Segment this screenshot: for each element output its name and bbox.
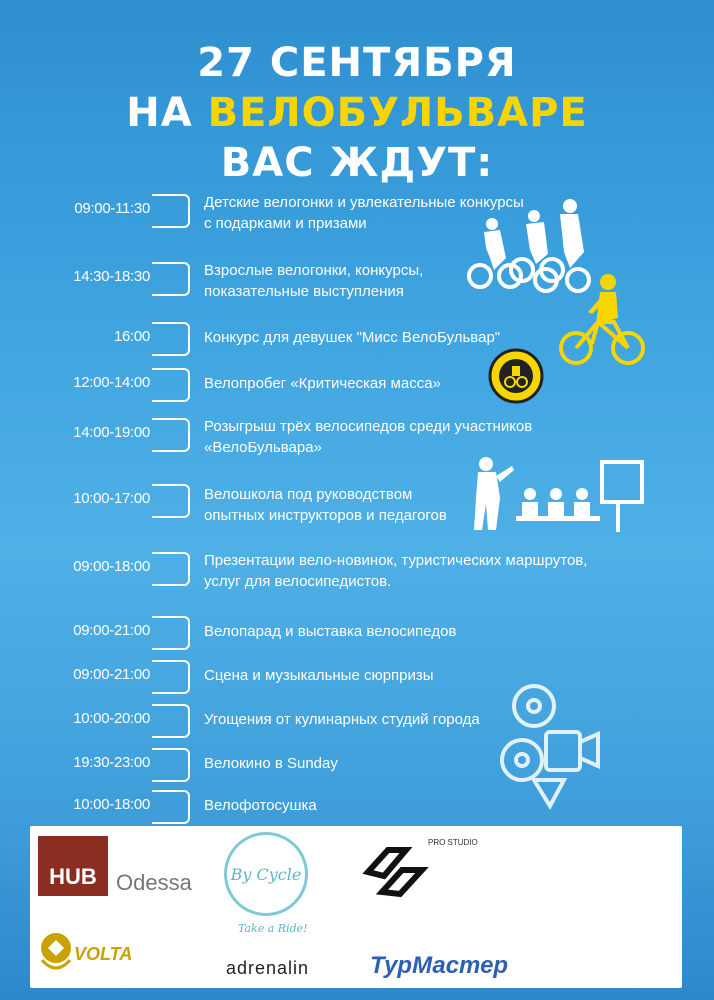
poster-subtitle: ВАС ЖДУТ: — [220, 140, 494, 186]
adrenalin-logo: adrenalin — [226, 958, 310, 978]
time-bracket — [152, 484, 190, 518]
schedule-description: Конкурс для девушек "Мисс ВелоБульвар" — [204, 329, 501, 346]
schedule-description: Велошкола под руководством опытных инструкторов и педагогов — [204, 486, 447, 524]
schedule-description: Взрослые велогонки, конкурсы, показательные выступления — [204, 262, 424, 300]
time-bracket — [152, 552, 190, 586]
bycycle-label: By Cycle — [230, 864, 302, 884]
hub-label: HUB — [49, 864, 97, 889]
schedule-time: 14:30-18:30 — [73, 268, 150, 285]
schedule-time: 09:00-11:30 — [74, 200, 150, 217]
schedule-time: 10:00-18:00 — [73, 796, 150, 813]
time-bracket — [152, 790, 190, 824]
hub-odessa-logo — [38, 836, 108, 896]
girl-on-bike-illustration — [558, 272, 648, 368]
schedule-description: Велокино в Sunday — [204, 755, 338, 772]
time-bracket — [152, 194, 190, 228]
prostudio-label: PRO STUDIO — [428, 838, 478, 847]
schedule-description: Велопробег «Критическая масса» — [204, 375, 441, 392]
lecture-illustration — [466, 454, 646, 534]
time-bracket — [152, 616, 190, 650]
poster-location-title — [0, 90, 714, 136]
time-bracket — [152, 704, 190, 738]
sponsors-strip — [30, 826, 682, 988]
schedule-time: 10:00-17:00 — [73, 490, 150, 507]
schedule-time: 09:00-18:00 — [73, 558, 150, 575]
film-projector-illustration — [494, 680, 604, 810]
odessa-label: Odessa — [116, 870, 192, 895]
location-prefix: НА — [126, 90, 208, 136]
volta-laurel-icon — [38, 926, 74, 976]
schedule-description: Велопарад и выставка велосипедов — [204, 623, 457, 640]
schedule-time: 09:00-21:00 — [73, 666, 150, 683]
schedule-description: Розыгрыш трёх велосипедов среди участников «ВелоБульвара» — [204, 418, 533, 456]
schedule-time: 14:00-19:00 — [73, 424, 150, 441]
time-bracket — [152, 660, 190, 694]
time-bracket — [152, 368, 190, 402]
time-bracket — [152, 748, 190, 782]
schedule-time: 16:00 — [113, 328, 150, 345]
turmaster-logo: ТурМастер — [370, 952, 509, 979]
prostudio-logo-icon — [360, 842, 430, 900]
volta-label: VOLTA — [74, 944, 133, 964]
schedule-description: Угощения от кулинарных студий города — [204, 711, 480, 728]
bycycle-tagline: Take a Ride! — [238, 922, 308, 935]
schedule-time: 19:30-23:00 — [73, 754, 150, 771]
time-bracket — [152, 262, 190, 296]
time-bracket — [152, 322, 190, 356]
schedule-description: Презентации вело-новинок, туристических маршрутов, услуг для велосипедистов. — [204, 552, 588, 590]
location-accent: ВЕЛОБУЛЬВАРЕ — [207, 90, 588, 136]
schedule-time: 09:00-21:00 — [73, 622, 150, 639]
schedule-description: Детские велогонки и увлекательные конкурсы с подарками и призами — [204, 194, 524, 232]
schedule-time: 10:00-20:00 — [73, 710, 150, 727]
schedule-time: 12:00-14:00 — [73, 374, 150, 391]
time-bracket — [152, 418, 190, 452]
schedule-description: Сцена и музыкальные сюрпризы — [204, 667, 434, 684]
poster-date-title: 27 СЕНТЯБРЯ — [197, 40, 517, 86]
critical-mass-badge — [488, 348, 544, 404]
bycycle-logo — [224, 832, 308, 916]
schedule-description: Велофотосушка — [204, 797, 317, 814]
